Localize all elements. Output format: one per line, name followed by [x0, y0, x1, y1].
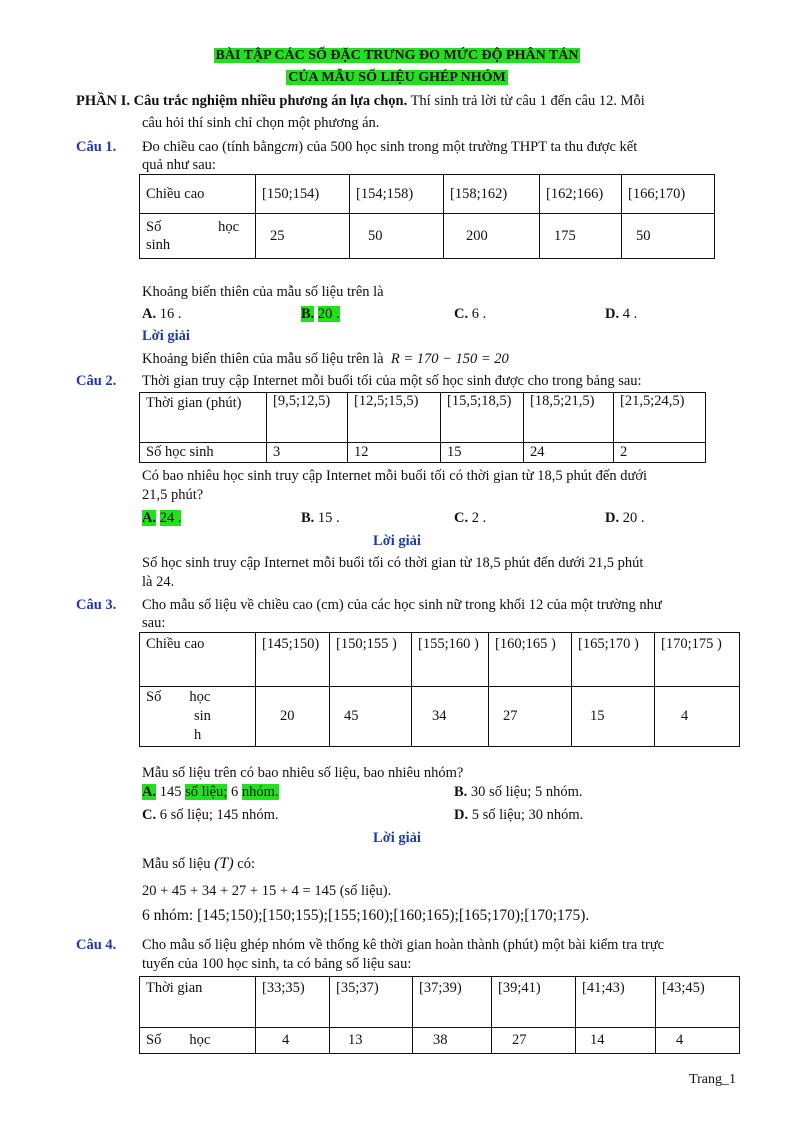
q2-interval: [18,5;21,5)	[524, 393, 614, 443]
q3-question: Mẫu số liệu trên có bao nhiêu số liệu, bao nhiêu nhóm?	[142, 765, 464, 781]
part-heading: PHẦN I. Câu trắc nghiệm nhiều phương án lựa chọn. Thí sinh trả lời từ câu 1 đến câu 12. Mỗi	[76, 93, 645, 109]
q4-stem: Cho mẫu số liệu ghép nhóm về thống kê thời gian hoàn thành (phút) một bài kiểm tra trực	[142, 937, 665, 953]
q3-interval: [155;160 )	[412, 633, 489, 687]
title-line-1: BÀI TẬP CÁC SỐ ĐẶC TRƯNG ĐO MỨC ĐỘ PHÂN TÁN	[215, 48, 579, 63]
q1-stem-2: quả như sau:	[142, 157, 216, 173]
q2-interval: [15,5;18,5)	[441, 393, 524, 443]
q4-row-head-count: Số học	[140, 1028, 256, 1054]
q1-question: Khoảng biến thiên của mẫu số liệu trên là	[142, 284, 384, 300]
q3-solution-2: 20 + 45 + 34 + 27 + 15 + 4 = 145 (số liệu).	[142, 883, 392, 899]
q2-stem: Thời gian truy cập Internet mỗi buổi tối của một số học sinh được cho trong bảng sau:	[142, 373, 642, 389]
q3-interval: [145;150)	[256, 633, 330, 687]
q1-stem: Đo chiều cao (tính bằngcm) của 500 học sinh trong một trường THPT ta thu được kết	[142, 139, 638, 155]
q1-row-head-count: Số học sinh	[140, 214, 256, 259]
q2-solution-title: Lời giải	[373, 533, 421, 549]
q2-count: 24	[524, 443, 614, 463]
q4-interval: [43;45)	[656, 977, 740, 1028]
q2-option-a: A. 24 .	[142, 510, 182, 526]
q3-interval: [170;175 )	[655, 633, 740, 687]
q2-option-c: C. 2 .	[454, 510, 487, 526]
q3-option-c: C. 6 số liệu; 145 nhóm.	[142, 807, 279, 823]
q1-table	[139, 174, 715, 259]
q2-interval: [9,5;12,5)	[267, 393, 348, 443]
q4-count: 13	[330, 1028, 413, 1054]
q1-option-b: B. 20 .	[301, 306, 340, 322]
q1-interval: [154;158)	[350, 175, 444, 214]
q4-count: 38	[413, 1028, 492, 1054]
q3-count: 15	[572, 687, 655, 747]
q3-interval: [165;170 )	[572, 633, 655, 687]
q1-count: 25	[256, 214, 350, 259]
q3-count: 4	[655, 687, 740, 747]
q1-solution-title: Lời giải	[142, 328, 190, 344]
q4-stem-2: tuyến của 100 học sinh, ta có bảng số liệu sau:	[142, 956, 412, 972]
q2-question: Có bao nhiêu học sinh truy cập Internet mỗi buổi tối có thời gian từ 18,5 phút đến dưới	[142, 468, 648, 484]
q2-count: 12	[348, 443, 441, 463]
q4-interval: [41;43)	[576, 977, 656, 1028]
q3-row-head-count: Số học sin h	[140, 687, 256, 747]
q1-row-head-height: Chiều cao	[140, 175, 256, 214]
q3-label: Câu 3.	[76, 597, 117, 613]
q3-interval: [160;165 )	[489, 633, 572, 687]
q4-label: Câu 4.	[76, 937, 117, 953]
q2-label: Câu 2.	[76, 373, 117, 389]
q2-count: 15	[441, 443, 524, 463]
q3-row-head-height: Chiều cao	[140, 633, 256, 687]
part-text: câu hỏi thí sinh chỉ chọn một phương án.	[142, 115, 380, 131]
q1-interval: [166;170)	[622, 175, 715, 214]
page-number: Trang_1	[689, 1072, 736, 1087]
q3-count: 27	[489, 687, 572, 747]
q3-solution-3: 6 nhóm: [145;150);[150;155);[155;160);[160;165);[165;170);[170;175).	[142, 907, 590, 924]
q4-count: 4	[656, 1028, 740, 1054]
q3-count: 34	[412, 687, 489, 747]
q4-count: 14	[576, 1028, 656, 1054]
q2-count: 2	[614, 443, 706, 463]
q1-interval: [150;154)	[256, 175, 350, 214]
q4-count: 4	[256, 1028, 330, 1054]
q3-solution-title: Lời giải	[373, 830, 421, 846]
q3-option-b: B. 30 số liệu; 5 nhóm.	[454, 784, 583, 800]
q2-interval: [12,5;15,5)	[348, 393, 441, 443]
q4-table	[139, 976, 740, 1054]
q3-count: 20	[256, 687, 330, 747]
title-line-2: CỦA MẪU SỐ LIỆU GHÉP NHÓM	[288, 70, 506, 85]
q2-solution: Số học sinh truy cập Internet mỗi buổi tối có thời gian từ 18,5 phút đến dưới 21,5 phút	[142, 555, 644, 571]
q2-row-head-time: Thời gian (phút)	[140, 393, 267, 443]
q4-interval: [33;35)	[256, 977, 330, 1028]
q3-stem: Cho mẫu số liệu về chiều cao (cm) của các học sinh nữ trong khối 12 của một trường như	[142, 597, 662, 613]
q1-interval: [162;166)	[540, 175, 622, 214]
q4-count: 27	[492, 1028, 576, 1054]
q3-solution: Mẫu số liệu (T) có:	[142, 855, 255, 872]
q3-stem-2: sau:	[142, 615, 166, 631]
q4-interval: [39;41)	[492, 977, 576, 1028]
q2-option-d: D. 20 .	[605, 510, 645, 526]
q1-count: 175	[540, 214, 622, 259]
q3-option-a: A. 145 số liệu; 6 nhóm.	[142, 784, 279, 800]
q2-option-b: B. 15 .	[301, 510, 340, 526]
q1-option-a: A. 16 .	[142, 306, 182, 322]
q3-option-d: D. 5 số liệu; 30 nhóm.	[454, 807, 584, 823]
q3-count: 45	[330, 687, 412, 747]
q3-interval: [150;155 )	[330, 633, 412, 687]
q1-solution: Khoảng biến thiên của mẫu số liệu trên là R = 170 − 150 = 20	[142, 351, 509, 367]
q2-table	[139, 392, 706, 463]
q2-solution-2: là 24.	[142, 574, 175, 590]
q2-count: 3	[267, 443, 348, 463]
q1-label: Câu 1.	[76, 139, 117, 155]
q1-option-d: D. 4 .	[605, 306, 638, 322]
q4-row-head-time: Thời gian	[140, 977, 256, 1028]
q4-interval: [35;37)	[330, 977, 413, 1028]
q2-question-2: 21,5 phút?	[142, 487, 204, 503]
q1-count: 200	[444, 214, 540, 259]
q2-interval: [21,5;24,5)	[614, 393, 706, 443]
q3-table	[139, 632, 740, 747]
q4-interval: [37;39)	[413, 977, 492, 1028]
q1-count: 50	[350, 214, 444, 259]
q1-option-c: C. 6 .	[454, 306, 487, 322]
q2-row-head-count: Số học sinh	[140, 443, 267, 463]
q1-interval: [158;162)	[444, 175, 540, 214]
q1-count: 50	[622, 214, 715, 259]
